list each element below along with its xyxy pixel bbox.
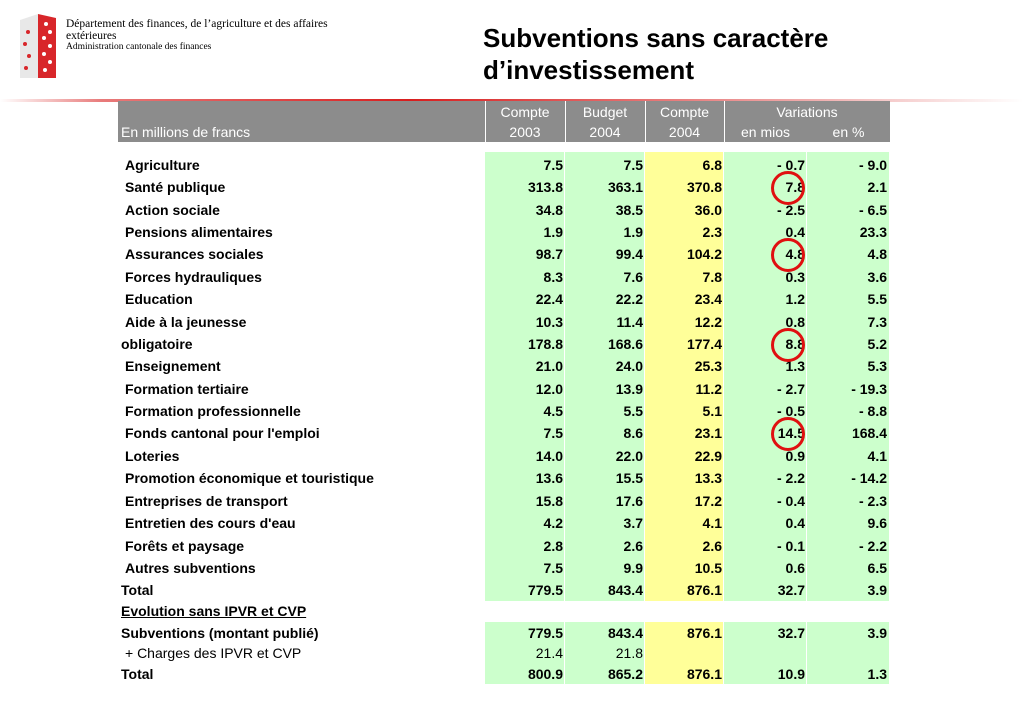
row-label: Santé publique [125,179,226,195]
cell-compte-2004: 876.1 [686,582,722,598]
cell-compte-2004: 22.9 [694,448,722,464]
department-name: Département des finances, de l’agriculture et des affaires extérieures [66,18,328,42]
cell-variation-abs: 0.4 [785,515,805,531]
table-row [118,288,890,310]
cell-variation-pct: 5.2 [867,336,887,352]
cell-compte-2004: 17.2 [694,493,722,509]
cell-variation-abs: 1.2 [785,291,805,307]
table-row [118,266,890,288]
cell-variation-pct: 5.5 [867,291,887,307]
col-header-variations-pct: en % [832,124,865,140]
row-label: + Charges des IPVR et CVP [125,645,302,661]
cell-compte-2004: 23.1 [694,425,722,441]
row-label: Action sociale [125,202,220,218]
row-label: Entreprises de transport [125,493,288,509]
cell-variation-pct: - 9.0 [858,157,887,173]
row-label: Formation professionnelle [125,403,301,419]
header-separator [485,101,486,142]
table-row [118,663,890,685]
cell-budget-2004: 363.1 [607,179,643,195]
cell-budget-2004: 15.5 [615,470,643,486]
cell-compte-2004: 23.4 [694,291,722,307]
cell-variation-pct: 6.5 [867,560,887,576]
cell-variation-abs: 0.4 [785,224,805,240]
cell-budget-2004: 843.4 [607,582,643,598]
row-label: Autres subventions [125,560,256,576]
cell-variation-abs: 4.8 [785,246,805,262]
cell-compte-2004: 370.8 [686,179,722,195]
cell-compte-2004: 12.2 [694,314,722,330]
row-label: Enseignement [125,358,221,374]
cell-compte-2003: 7.5 [543,157,563,173]
col-header-variations: Variations [776,104,838,120]
cell-compte-2003: 21.4 [535,645,563,661]
cell-variation-abs: 7.8 [785,179,805,195]
cell-compte-2004: 7.8 [702,269,722,285]
total-row [118,579,890,601]
cell-budget-2004: 8.6 [623,425,643,441]
row-label: Assurances sociales [125,246,264,262]
cell-compte-2003: 7.5 [543,560,563,576]
row-label: Aide à la jeunesse [125,314,247,330]
row-label: Forces hydrauliques [125,269,262,285]
cell-compte-2003: 13.6 [535,470,563,486]
cell-compte-2004: 25.3 [694,358,722,374]
row-label: Agriculture [125,157,200,173]
cell-variation-abs: 0.9 [785,448,805,464]
cell-variation-abs: - 2.7 [776,381,805,397]
cell-compte-2003: 779.5 [527,625,563,641]
cell-variation-pct: 2.1 [867,179,887,195]
table-row [118,355,890,377]
row-label: Education [125,291,193,307]
cell-variation-pct: 1.3 [867,666,887,682]
cell-compte-2003: 313.8 [527,179,563,195]
row-label: Subventions (montant publié) [121,625,319,641]
cell-budget-2004: 13.9 [615,381,643,397]
cell-compte-2004: 104.2 [686,246,722,262]
table-row [118,311,890,333]
cell-budget-2004: 7.5 [623,157,643,173]
cell-variation-pct: - 2.3 [858,493,887,509]
cell-variation-pct: 168.4 [851,425,887,441]
cell-variation-pct: 3.9 [867,625,887,641]
col-header-compte-2003-year: 2003 [509,124,541,140]
cell-variation-abs: 32.7 [777,625,805,641]
cell-budget-2004: 21.8 [615,645,643,661]
col-header-compte-2004-top: Compte [659,104,710,120]
cell-compte-2003: 10.3 [535,314,563,330]
header-separator [645,101,646,142]
cell-compte-2004: 876.1 [686,666,722,682]
cell-compte-2004: 5.1 [702,403,722,419]
highlight-circle [771,328,805,362]
row-label: Pensions alimentaires [125,224,273,240]
cell-compte-2003: 1.9 [543,224,563,240]
table-row [118,467,890,489]
cell-compte-2003: 8.3 [543,269,563,285]
table-row [118,642,890,664]
table-row [118,490,890,512]
cell-variation-pct: 7.3 [867,314,887,330]
cell-compte-2003: 779.5 [527,582,563,598]
highlight-circle [771,238,805,272]
cell-budget-2004: 3.7 [623,515,643,531]
cell-variation-pct: 3.6 [867,269,887,285]
cell-budget-2004: 7.6 [623,269,643,285]
cell-compte-2003: 4.5 [543,403,563,419]
highlight-circle [771,417,805,451]
col-header-compte-2004-year: 2004 [668,124,701,140]
cell-variation-abs: - 0.1 [776,538,805,554]
row-label: Entretien des cours d'eau [125,515,296,531]
col-header-variations-abs: en mios [740,124,791,140]
cell-compte-2003: 34.8 [535,202,563,218]
cell-variation-pct: 3.9 [867,582,887,598]
cell-variation-pct: 4.1 [867,448,887,464]
cell-variation-pct: - 6.5 [858,202,887,218]
cell-budget-2004: 1.9 [623,224,643,240]
header-separator [565,101,566,142]
cell-budget-2004: 99.4 [615,246,643,262]
cell-compte-2003: 2.8 [543,538,563,554]
col-header-budget-2004-year: 2004 [589,124,621,140]
cell-variation-abs: 14.5 [777,425,805,441]
cell-variation-abs: 32.7 [777,582,805,598]
table-row [118,378,890,400]
cell-compte-2003: 800.9 [527,666,563,682]
cell-variation-pct: 9.6 [867,515,887,531]
cell-variation-abs: - 0.4 [776,493,805,509]
table-row [118,400,890,422]
cell-variation-abs: 8.8 [785,336,805,352]
cell-compte-2003: 12.0 [535,381,563,397]
table-row [118,512,890,534]
cell-budget-2004: 24.0 [615,358,643,374]
cell-compte-2004: 4.1 [702,515,722,531]
cell-variation-abs: 0.6 [785,560,805,576]
cell-budget-2004: 38.5 [615,202,643,218]
cell-variation-abs: 0.8 [785,314,805,330]
col-header-budget-2004-top: Budget [582,104,628,120]
cell-compte-2003: 14.0 [535,448,563,464]
cell-compte-2003: 7.5 [543,425,563,441]
table-row [118,221,890,243]
header-separator [724,101,725,142]
cell-budget-2004: 168.6 [607,336,643,352]
cell-budget-2004: 22.0 [615,448,643,464]
cell-variation-pct: - 14.2 [851,470,887,486]
cell-variation-abs: - 2.5 [776,202,805,218]
table-row [118,199,890,221]
row-label: obligatoire [121,336,193,352]
cell-compte-2004: 13.3 [694,470,722,486]
table-row [118,535,890,557]
table-row [118,445,890,467]
cell-budget-2004: 17.6 [615,493,643,509]
cell-compte-2004: 36.0 [694,202,722,218]
cell-compte-2004: 10.5 [694,560,722,576]
row-label: Total [121,666,154,682]
cell-variation-abs: 10.9 [777,666,805,682]
department-heading [66,18,366,53]
cell-variation-pct: - 8.8 [858,403,887,419]
cell-compte-2003: 178.8 [527,336,563,352]
administration-name: Administration cantonale des finances [66,42,212,52]
cell-variation-abs: - 0.7 [776,157,805,173]
page-title: Subventions sans caractère d’investissement [483,23,829,85]
cell-budget-2004: 5.5 [623,403,643,419]
row-label: Formation tertiaire [125,381,249,397]
cell-compte-2003: 22.4 [535,291,563,307]
cell-variation-pct: 23.3 [859,224,887,240]
canton-coat-of-arms-logo [20,14,56,78]
table-row [118,622,890,644]
table-row [118,154,890,176]
row-label: Loteries [125,448,180,464]
cell-variation-abs: - 0.5 [776,403,805,419]
cell-variation-abs: 1.3 [785,358,805,374]
cell-compte-2003: 21.0 [535,358,563,374]
row-label: Forêts et paysage [125,538,245,554]
cell-variation-pct: - 2.2 [858,538,887,554]
cell-variation-pct: - 19.3 [851,381,887,397]
cell-compte-2003: 98.7 [535,246,563,262]
cell-variation-pct: 5.3 [867,358,887,374]
cell-budget-2004: 865.2 [607,666,643,682]
cell-compte-2004: 876.1 [686,625,722,641]
cell-compte-2004: 177.4 [686,336,722,352]
cell-budget-2004: 22.2 [615,291,643,307]
cell-variation-abs: - 2.2 [776,470,805,486]
table-header [118,101,890,142]
cell-variation-abs: 0.3 [785,269,805,285]
evolution-title: Evolution sans IPVR et CVP [121,603,307,619]
cell-compte-2004: 6.8 [702,157,722,173]
total-label: Total [121,582,154,598]
cell-compte-2004: 2.6 [702,538,722,554]
cell-compte-2003: 4.2 [543,515,563,531]
cell-compte-2004: 2.3 [702,224,722,240]
cell-budget-2004: 9.9 [623,560,643,576]
col-header-compte-2003-top: Compte [500,104,550,120]
cell-budget-2004: 2.6 [623,538,643,554]
unit-label: En millions de francs [121,124,251,140]
table-row [118,557,890,579]
cell-compte-2004: 11.2 [695,381,722,397]
cell-variation-pct: 4.8 [867,246,887,262]
cell-budget-2004: 843.4 [607,625,643,641]
evolution-section-heading [118,600,890,622]
cell-compte-2003: 15.8 [535,493,563,509]
cell-budget-2004: 11.4 [616,314,643,330]
row-label: Promotion économique et touristique [125,470,374,486]
row-label: Fonds cantonal pour l'emploi [125,425,320,441]
highlight-circle [771,171,805,205]
